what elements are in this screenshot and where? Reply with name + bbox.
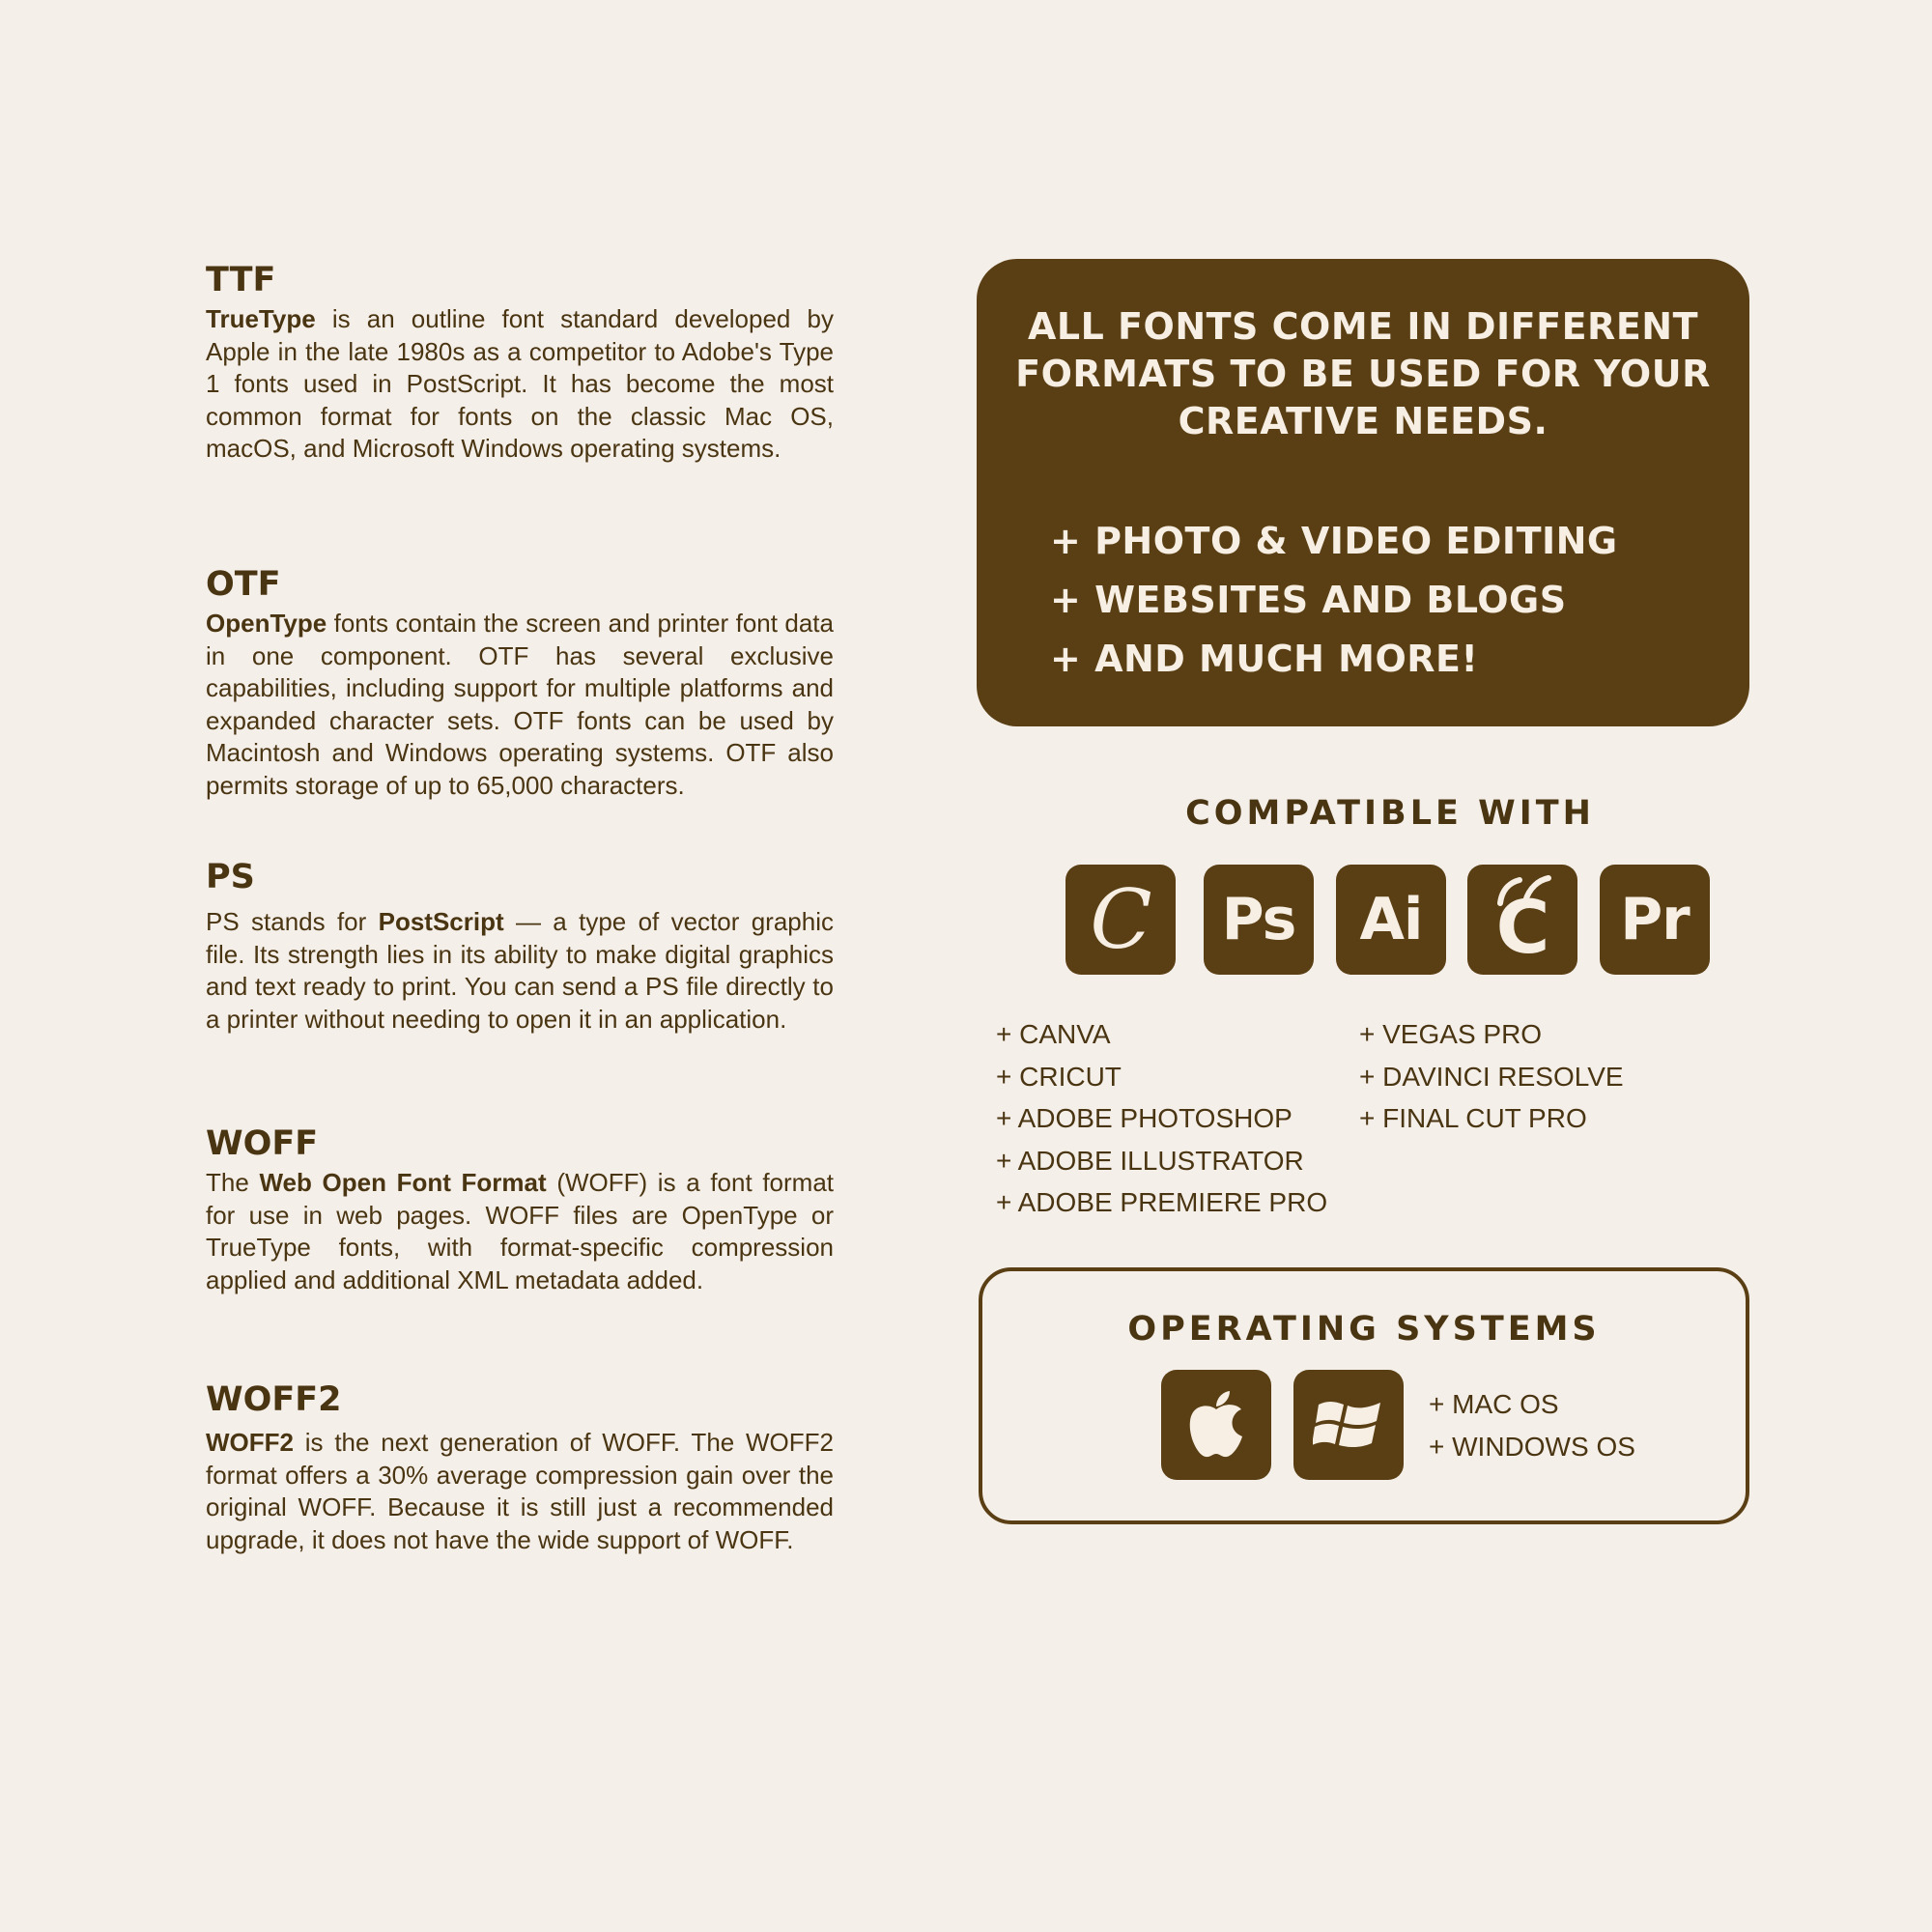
desc-bold-term: PostScript (378, 907, 504, 936)
desc-text: The (206, 1168, 260, 1197)
promo-item: + PHOTO & VIDEO EDITING (1050, 520, 1618, 562)
format-woff (206, 1122, 834, 1296)
desc-text: fonts contain the screen and printer font data in one component. OTF has several exclusive capabilities, including support for multiple platforms and expanded character sets. OTF fonts can be used by Macintosh and Windows operating systems. OTF also permits storage of up to 65,000 characters. (206, 609, 834, 800)
format-title-ps: PS (206, 858, 255, 896)
format-title-ttf: TTF (206, 261, 276, 299)
promo-headline: ALL FONTS COME IN DIFFERENT FORMATS TO BE USED FOR YOUR CREATIVE NEEDS. (1015, 305, 1711, 442)
compatible-item: + VEGAS PRO (1359, 1019, 1543, 1049)
premiere-icon-label: Pr (1620, 886, 1690, 953)
format-desc-ttf (206, 303, 834, 466)
desc-bold-term: Web Open Font Format (259, 1168, 547, 1197)
illustrator-icon-label: Ai (1359, 886, 1423, 953)
compatible-item: + CRICUT (996, 1061, 1122, 1092)
windows-icon (1293, 1370, 1404, 1480)
desc-text: is the next generation of WOFF. The WOFF2 format offers a 30% average compression gain over the original WOFF. Because it is still just a recommended upgrade, it does not have the wide support of WOFF. (206, 1428, 834, 1554)
format-title-woff2: WOFF2 (206, 1380, 342, 1419)
operating-systems-box (979, 1267, 1749, 1524)
canva-icon (1065, 865, 1176, 975)
cricut-icon-label: C (1495, 883, 1549, 970)
promo-box (977, 259, 1749, 726)
compatible-heading: COMPATIBLE WITH (1185, 794, 1595, 833)
desc-text: is an outline font standard developed by Apple in the late 1980s as a competitor to Adobe's Type 1 fonts used in PostScript. It has become the most common format for fonts on the classic Mac OS, macOS, and Microsoft Windows operating systems. (206, 304, 834, 463)
compatible-item: + ADOBE PHOTOSHOP (996, 1103, 1293, 1133)
windows-glyph (1313, 1393, 1384, 1457)
photoshop-icon-label: Ps (1221, 886, 1296, 953)
premiere-icon (1600, 865, 1710, 975)
format-desc-otf (206, 608, 834, 802)
compatible-item: + DAVINCI RESOLVE (1359, 1061, 1624, 1092)
format-desc-woff2 (206, 1427, 834, 1556)
format-desc-woff (206, 1167, 834, 1296)
cricut-leaf-icon (1494, 874, 1552, 907)
compatible-item: + ADOBE PREMIERE PRO (996, 1187, 1328, 1217)
apple-glyph (1186, 1390, 1246, 1460)
format-title-woff: WOFF (206, 1124, 319, 1163)
format-otf (206, 563, 834, 802)
apple-icon (1161, 1370, 1271, 1480)
desc-bold-term: TrueType (206, 304, 316, 333)
desc-bold-term: OpenType (206, 609, 327, 638)
compatible-list-right (1359, 1013, 1624, 1140)
os-item: + WINDOWS OS (1429, 1432, 1635, 1462)
os-item: + MAC OS (1429, 1389, 1559, 1419)
operating-systems-heading: OPERATING SYSTEMS (1127, 1310, 1601, 1349)
format-woff2 (206, 1378, 834, 1556)
compatible-item: + ADOBE ILLUSTRATOR (996, 1145, 1304, 1176)
cricut-icon (1467, 865, 1577, 975)
format-ttf (206, 259, 834, 466)
canva-icon-label: C (1090, 872, 1151, 967)
desc-text: PS stands for (206, 907, 379, 936)
photoshop-icon (1204, 865, 1314, 975)
format-desc-ps (206, 906, 834, 1036)
compatible-item: + CANVA (996, 1019, 1111, 1049)
promo-list (1050, 512, 1618, 689)
desc-bold-term: WOFF2 (206, 1428, 294, 1457)
operating-systems-list (1429, 1383, 1635, 1468)
compatible-list-left (996, 1013, 1327, 1224)
desc-text: — a type of vector graphic file. Its strength lies in its ability to make digital graphics and text ready to print. You can send a PS file directly to a printer without needing to open it in an application. (206, 907, 834, 1034)
desc-text: (WOFF) is a font format for use in web pages. WOFF files are OpenType or TrueType fonts, with format-specific compression applied and additional XML metadata added. (206, 1168, 835, 1294)
promo-item: + AND MUCH MORE! (1050, 638, 1479, 680)
format-title-otf: OTF (206, 565, 281, 604)
promo-item: + WEBSITES AND BLOGS (1050, 579, 1567, 621)
compatible-item: + FINAL CUT PRO (1359, 1103, 1587, 1133)
format-ps (206, 856, 834, 1036)
illustrator-icon (1336, 865, 1446, 975)
